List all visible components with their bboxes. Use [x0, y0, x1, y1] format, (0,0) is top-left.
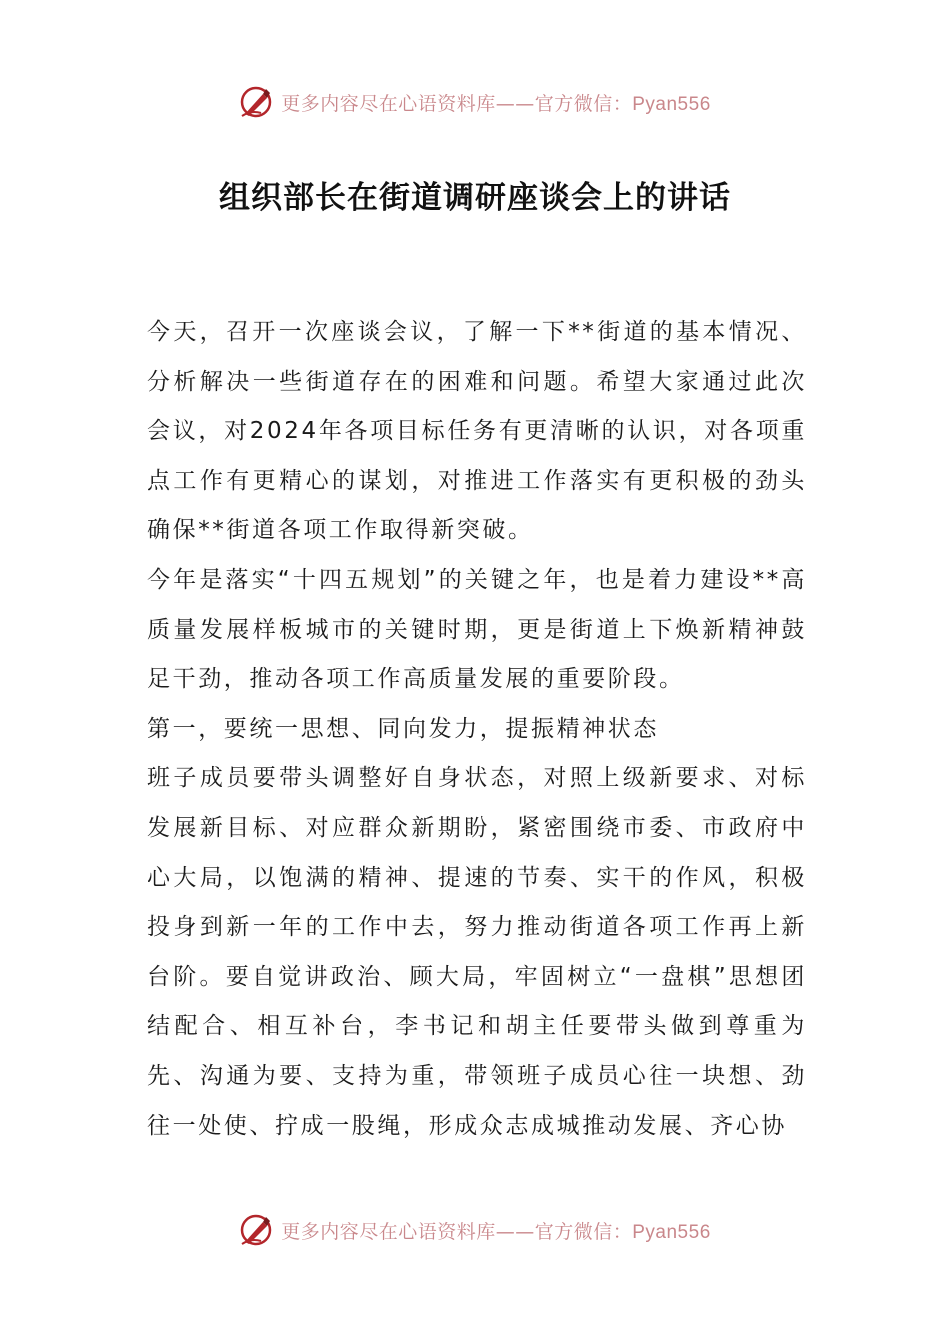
header-watermark-banner [0, 82, 950, 122]
wechat-id: Pyan556 [632, 1221, 711, 1243]
watermark-text: 更多内容尽在心语资料库——官方微信：Pyan556 [281, 1220, 711, 1243]
document-body [147, 308, 807, 1151]
pen-logo-icon [239, 85, 273, 119]
footer-watermark-banner [0, 1210, 950, 1250]
paragraph-context: 今年是落实“十四五规划”的关键之年，也是着力建设**高质量发展样板城市的关键时期，更是街道上下焕新精神鼓足干劲，推动各项工作高质量发展的重要阶段。 [147, 566, 807, 693]
section-heading: 第一，要统一思想、同向发力，提振精神状态 [147, 715, 659, 742]
pen-logo-icon [239, 1213, 273, 1247]
paragraph-intro: 今天，召开一次座谈会议，了解一下**街道的基本情况、分析解决一些街道存在的困难和问题。希望大家通过此次会议，对2024年各项目标任务有更清晰的认识，对各项重点工作有更精心的谋划，对推进工作落实有更积极的劲头确保**街道各项工作取得新突破。 [147, 319, 807, 544]
wechat-id: Pyan556 [632, 93, 711, 115]
watermark-text: 更多内容尽在心语资料库——官方微信：Pyan556 [281, 92, 711, 115]
document-title: 组织部长在街道调研座谈会上的讲话 [219, 180, 731, 216]
paragraph-section-one: 班子成员要带头调整好自身状态，对照上级新要求、对标发展新目标、对应群众新期盼，紧密围绕市委、市政府中心大局，以饱满的精神、提速的节奏、实干的作风，积极投身到新一年的工作中去，努力推动街道各项工作再上新台阶。要自觉讲政治、顾大局，牢固树立“一盘棋”思想团结配合、相互补台，李书记和胡主任要带头做到尊重为先、沟通为要、支持为重，带领班子成员心往一块想、劲往一处使、拧成一股绳，形成众志成城推动发展、齐心协 [147, 765, 807, 1139]
